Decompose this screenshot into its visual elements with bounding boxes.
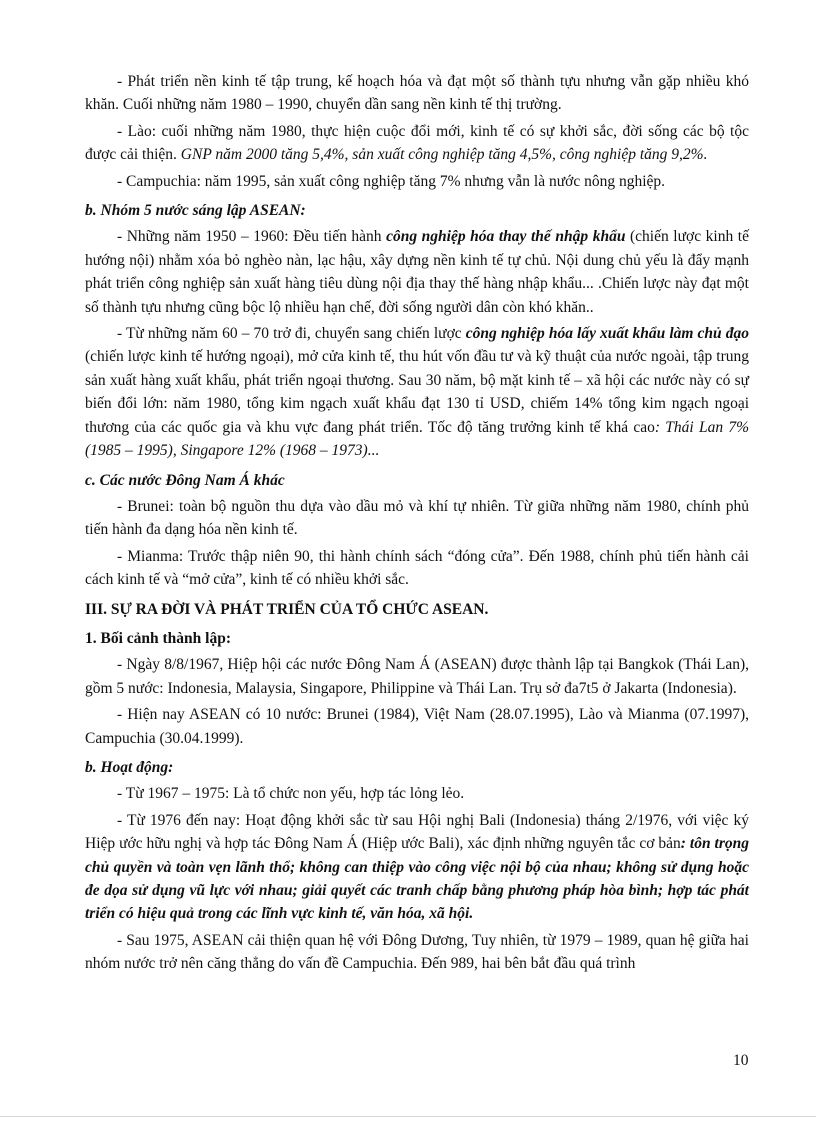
paragraph-text: (chiến lược kinh tế hướng nội) nhằm xóa bỏ nghèo nàn, lạc hậu, xây dựng nền kinh tế tự chủ. Nội dung chủ yếu là đẩy mạnh phát triển công nghiệp sản xuất hàng tiêu dùng nội địa thay thế hàng nhập khẩu... .Chiến lược này đạt một số thành tựu nhưng cũng bộc lộ nhiều hạn chế, đời sống người dân còn khó khăn.. [85, 228, 749, 316]
italic-text: : Thái Lan 7% (1985 – 1995), Singapore 12% (1968 – 1973)... [85, 418, 749, 460]
paragraph-text: - Những năm 1950 – 1960: Đều tiến hành [117, 228, 387, 246]
paragraph-text: - Brunei: toàn bộ nguồn thu dựa vào dầu mỏ và khí tự nhiên. Từ giữa những năm 1980, chính phủ tiến hành đa dạng hóa nền kinh tế. [85, 497, 749, 539]
paragraph [85, 225, 749, 319]
paragraph-text: - Ngày 8/8/1967, Hiệp hội các nước Đông Nam Á (ASEAN) được thành lập tại Bangkok (Thái Lan), gồm 5 nước: Indonesia, Malaysia, Singapore, Philippine và Thái Lan. Trụ sở đa7t5 ở Jakarta (Indonesia). [85, 656, 749, 697]
paragraph [85, 929, 749, 976]
paragraph-text: - Campuchia: năm 1995, sản xuất công nghiệp tăng 7% nhưng vẫn là nước nông nghiệp. [117, 172, 666, 190]
paragraph [85, 782, 749, 805]
paragraph-text: - Từ những năm 60 – 70 trở đi, chuyển sang chiến lược [117, 325, 466, 343]
section-heading: b. Nhóm 5 nước sáng lập ASEAN: [85, 202, 306, 220]
paragraph-text: - Phát triển nền kinh tế tập trung, kế hoạch hóa và đạt một số thành tựu nhưng vẫn gặp nhiều khó khăn. Cuối những năm 1980 – 1990, chuyển dần sang nền kinh tế thị trường. [85, 73, 749, 114]
paragraph [85, 70, 749, 117]
paragraph [85, 322, 749, 462]
italic-text: GNP năm 2000 tăng 5,4%, sản xuất công nghiệp tăng 4,5%, công nghiệp tăng 9,2%. [180, 146, 708, 164]
emphasis-text: : tôn trọng chủ quyền và toàn vẹn lãnh thổ; không can thiệp vào công việc nội bộ của nhau; không sử dụng hoặc đe dọa sử dụng vũ lực với nhau; giải quyết các tranh chấp bằng phương pháp hòa bình; hợp tác phát triển có hiệu quả trong các lĩnh vực kinh tế, văn hóa, xã hội. [85, 835, 749, 923]
paragraph-text: - Lào: cuối những năm 1980, thực hiện cuộc đổi mới, kinh tế có sự khởi sắc, đời sống các bộ tộc được cải thiện. [85, 122, 749, 164]
paragraph [85, 170, 749, 193]
chapter-heading: III. SỰ RA ĐỜI VÀ PHÁT TRIỂN CỦA TỔ CHỨC ASEAN. [85, 600, 489, 618]
paragraph-text: (chiến lược kinh tế hướng ngoại), mở cửa kinh tế, thu hút vốn đầu tư và kỹ thuật của nước ngoài, tập trung sản xuất hàng xuất khẩu, phát triển ngoại thương. Sau 30 năm, bộ mặt kinh tế – xã hội các nước này có sự biến đổi lớn: năm 1980, tổng kim ngạch xuất khẩu đạt 130 tỉ USD, chiếm 14% tổng kim ngạch ngoại thương của các quốc gia và khu vực đang phát triển. Tốc độ tăng trưởng kinh tế khá cao [85, 348, 749, 436]
paragraph [85, 545, 749, 592]
paragraph-text: - Từ 1967 – 1975: Là tổ chức non yếu, hợp tác lỏng lẻo. [117, 785, 465, 803]
section-heading: b. Hoạt động: [85, 758, 174, 776]
section-heading: c. Các nước Đông Nam Á khác [85, 471, 285, 489]
paragraph-text: - Mianma: Trước thập niên 90, thi hành chính sách “đóng cửa”. Đến 1988, chính phủ tiến hành cải cách kinh tế và “mở cửa”, kinh tế có nhiều khởi sắc. [85, 547, 749, 589]
paragraph [85, 809, 749, 926]
paragraph-text: - Sau 1975, ASEAN cải thiện quan hệ với Đông Dương, Tuy nhiên, từ 1979 – 1989, quan hệ giữa hai nhóm nước trở nên căng thẳng do vấn đề Campuchia. Đến 989, hai bên bắt đầu quá trình [85, 931, 749, 973]
paragraph [85, 495, 749, 542]
paragraph [85, 653, 749, 700]
document-body [85, 70, 749, 979]
paragraph-text: - Hiện nay ASEAN có 10 nước: Brunei (1984), Việt Nam (28.07.1995), Lào và Mianma (07.1997), Campuchia (30.04.1999). [85, 706, 749, 747]
paragraph-text: - Từ 1976 đến nay: Hoạt động khởi sắc từ sau Hội nghị Bali (Indonesia) tháng 2/1976, với việc ký Hiệp ước hữu nghị và hợp tác Đông Nam Á (Hiệp ước Bali), xác định những nguyên tắc cơ bản [85, 811, 749, 853]
paragraph [85, 703, 749, 750]
emphasis-text: công nghiệp hóa thay thế nhập khẩu [386, 228, 626, 246]
emphasis-text: công nghiệp hóa lấy xuất khẩu làm chủ đạo [465, 325, 749, 343]
page-edge-divider [0, 1116, 816, 1117]
section-heading: 1. Bối cảnh thành lập: [85, 629, 232, 647]
page-number: 10 [733, 1052, 749, 1069]
paragraph [85, 120, 749, 167]
